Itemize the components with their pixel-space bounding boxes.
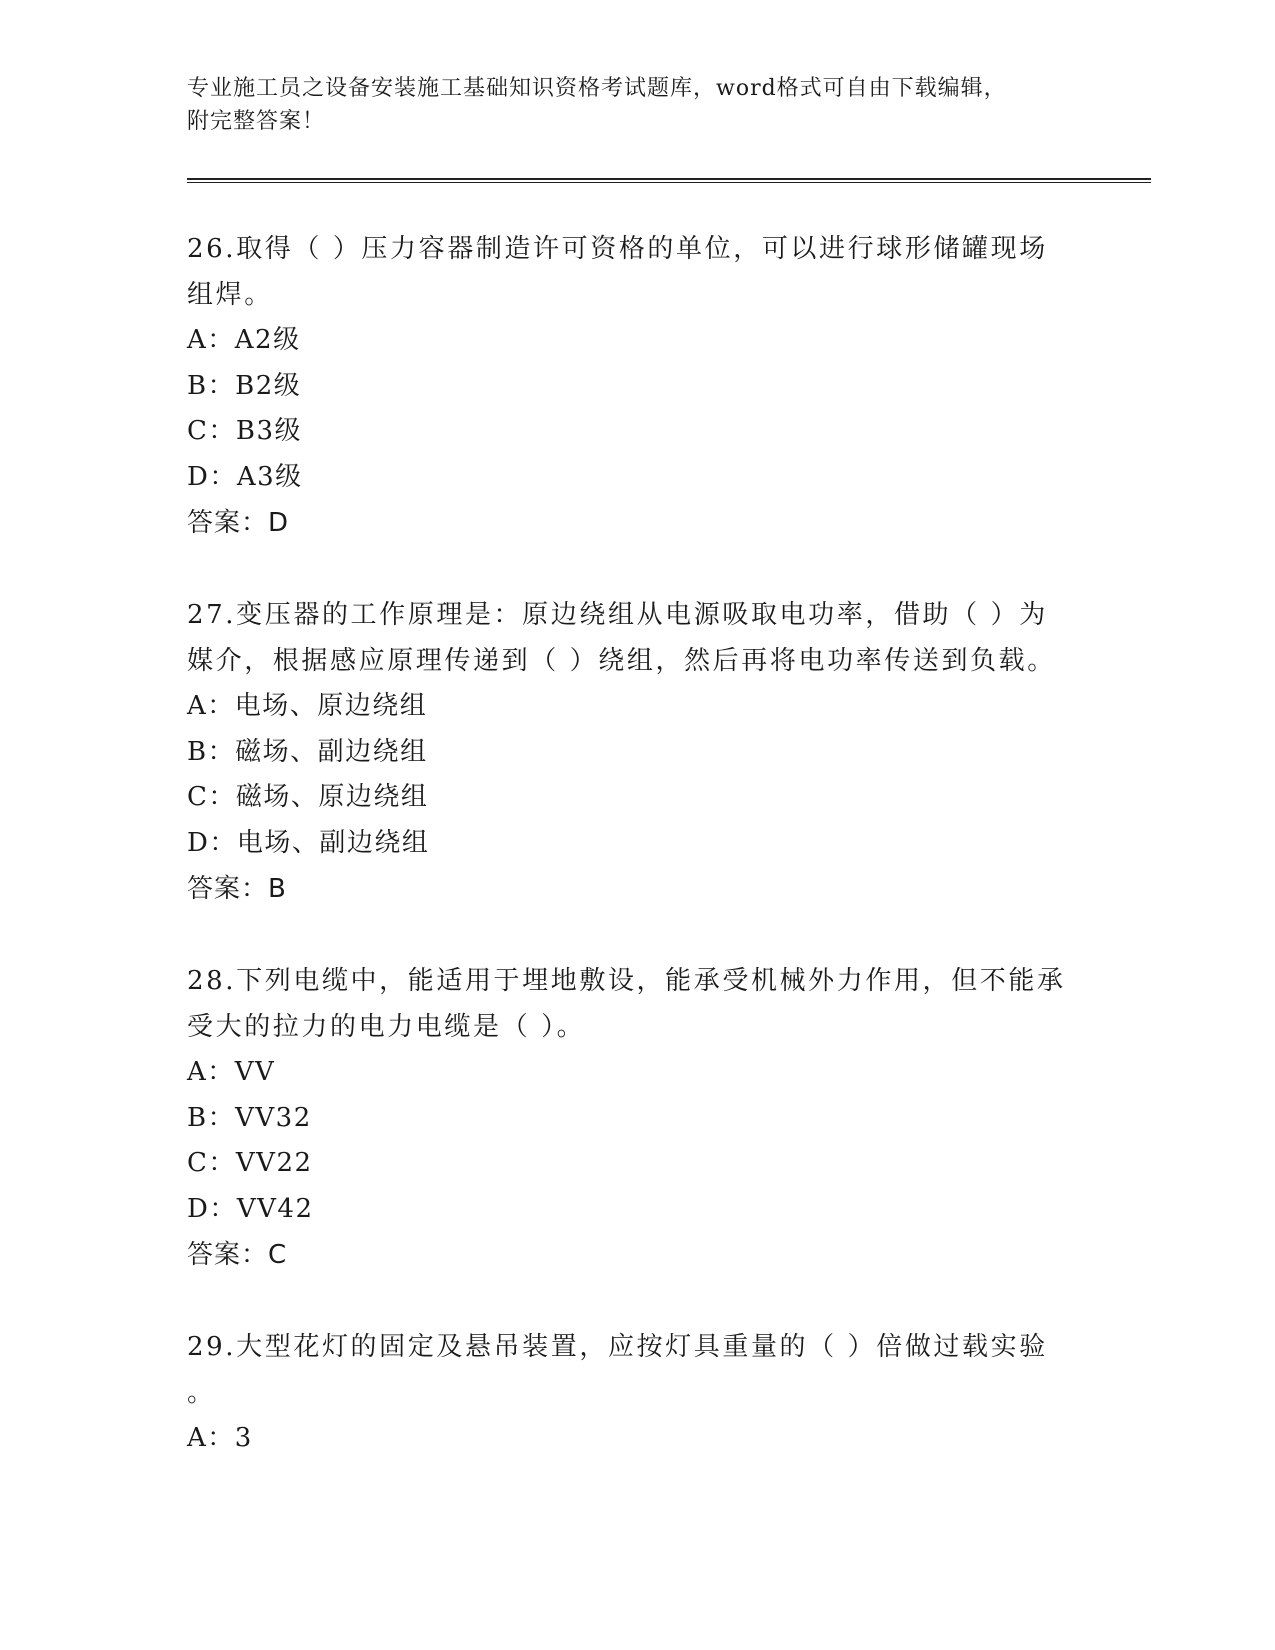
option-c: C：VV22 (187, 1148, 313, 1178)
question-stem-line: 29.大型花灯的固定及悬吊装置，应按灯具重量的（ ）倍做过载实验 (187, 1332, 1048, 1362)
answer: 答案：C (187, 1240, 288, 1270)
question-29 (187, 1324, 1077, 1462)
header-line-2: 附完整答案！ (187, 109, 326, 134)
document-header (187, 72, 1147, 138)
answer: 答案：D (187, 508, 290, 538)
option-d: D：电场、副边绕组 (187, 827, 430, 858)
option-a: A：VV (187, 1057, 276, 1087)
header-divider (187, 178, 1151, 183)
option-c: C：磁场、原边绕组 (187, 782, 429, 812)
question-stem-line: 27.变压器的工作原理是：原边绕组从电源吸取电功率，借助（ ）为 (187, 600, 1048, 630)
question-26 (187, 226, 1077, 546)
option-a: A：3 (187, 1423, 253, 1453)
option-c: C：B3级 (187, 416, 303, 446)
question-28 (187, 958, 1077, 1278)
option-b: B：B2级 (187, 370, 302, 401)
question-stem-line: 26.取得（ ）压力容器制造许可资格的单位，可以进行球形储罐现场 (187, 234, 1048, 264)
header-line-1: 专业施工员之设备安装施工基础知识资格考试题库，word格式可自由下载编辑， (187, 76, 1007, 101)
answer: 答案：B (187, 874, 287, 904)
option-a: A：A2级 (187, 325, 301, 355)
option-d: D：A3级 (187, 461, 303, 492)
option-d: D：VV42 (187, 1193, 314, 1224)
question-stem-line: 。 (187, 1378, 216, 1408)
option-b: B：VV32 (187, 1102, 312, 1133)
question-stem-line: 28.下列电缆中，能适用于埋地敷设，能承受机械外力作用，但不能承 (187, 966, 1066, 996)
question-stem-line: 媒介，根据感应原理传递到（ ）绕组，然后再将电功率传送到负载。 (187, 646, 1056, 676)
question-27 (187, 592, 1077, 912)
option-a: A：电场、原边绕组 (187, 691, 428, 721)
question-stem-line: 受大的拉力的电力电缆是（ ）。 (187, 1012, 586, 1042)
question-stem-line: 组焊。 (187, 280, 273, 310)
question-list (187, 226, 1077, 1508)
option-b: B：磁场、副边绕组 (187, 736, 428, 767)
